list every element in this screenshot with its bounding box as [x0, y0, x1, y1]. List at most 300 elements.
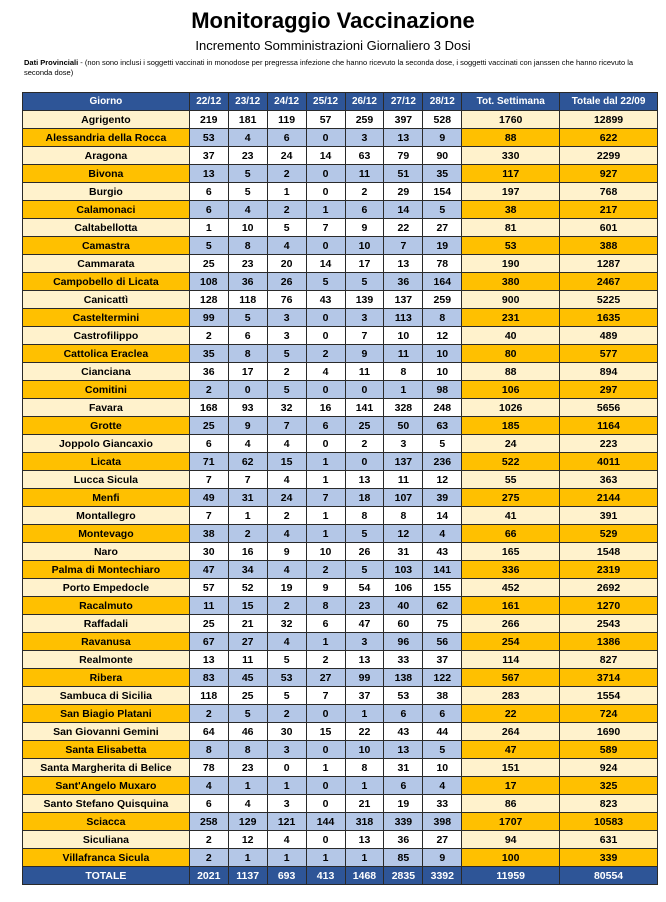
- comune-name-cell: Licata: [23, 453, 190, 471]
- daily-value-cell: 5: [423, 201, 462, 219]
- weekly-total-cell: 40: [462, 327, 560, 345]
- daily-value-cell: 0: [228, 381, 267, 399]
- daily-value-cell: 1: [267, 849, 306, 867]
- comune-name-cell: Santo Stefano Quisquina: [23, 795, 190, 813]
- daily-value-cell: 38: [189, 525, 228, 543]
- daily-value-cell: 5: [267, 687, 306, 705]
- daily-value-cell: 1: [345, 777, 384, 795]
- daily-value-cell: 4: [267, 525, 306, 543]
- comune-name-cell: Montevago: [23, 525, 190, 543]
- daily-value-cell: 11: [345, 165, 384, 183]
- daily-value-cell: 6: [228, 327, 267, 345]
- daily-value-cell: 6: [267, 129, 306, 147]
- daily-value-cell: 318: [345, 813, 384, 831]
- daily-value-cell: 5: [423, 741, 462, 759]
- daily-value-cell: 39: [423, 489, 462, 507]
- daily-value-cell: 5: [267, 381, 306, 399]
- daily-value-cell: 7: [345, 327, 384, 345]
- comune-name-cell: Caltabellotta: [23, 219, 190, 237]
- daily-value-cell: 43: [384, 723, 423, 741]
- daily-value-cell: 24: [267, 489, 306, 507]
- comune-name-cell: San Biagio Platani: [23, 705, 190, 723]
- daily-value-cell: 5: [345, 273, 384, 291]
- weekly-total-cell: 522: [462, 453, 560, 471]
- overall-total-cell: 1270: [560, 597, 658, 615]
- total-value-cell: 693: [267, 867, 306, 885]
- daily-value-cell: 60: [384, 615, 423, 633]
- daily-value-cell: 15: [228, 597, 267, 615]
- table-row: [23, 291, 658, 309]
- daily-value-cell: 128: [189, 291, 228, 309]
- daily-value-cell: 4: [423, 525, 462, 543]
- weekly-total-cell: 1026: [462, 399, 560, 417]
- daily-value-cell: 1: [228, 849, 267, 867]
- weekly-total-cell: 567: [462, 669, 560, 687]
- daily-value-cell: 13: [189, 165, 228, 183]
- data-note-label: Dati Provinciali: [24, 58, 79, 67]
- daily-value-cell: 17: [345, 255, 384, 273]
- comune-name-cell: Calamonaci: [23, 201, 190, 219]
- daily-value-cell: 154: [423, 183, 462, 201]
- table-row: [23, 237, 658, 255]
- table-row: [23, 543, 658, 561]
- comune-name-cell: Santa Margherita di Belice: [23, 759, 190, 777]
- comune-name-cell: Joppolo Giancaxio: [23, 435, 190, 453]
- daily-value-cell: 10: [423, 759, 462, 777]
- daily-value-cell: 1: [189, 219, 228, 237]
- column-header: 24/12: [267, 93, 306, 111]
- daily-value-cell: 30: [189, 543, 228, 561]
- daily-value-cell: 98: [423, 381, 462, 399]
- daily-value-cell: 93: [228, 399, 267, 417]
- daily-value-cell: 0: [306, 795, 345, 813]
- daily-value-cell: 2: [267, 597, 306, 615]
- daily-value-cell: 1: [306, 507, 345, 525]
- daily-value-cell: 1: [267, 183, 306, 201]
- column-header: 27/12: [384, 93, 423, 111]
- daily-value-cell: 14: [306, 147, 345, 165]
- daily-value-cell: 2: [189, 327, 228, 345]
- daily-value-cell: 19: [423, 237, 462, 255]
- total-value-cell: 11959: [462, 867, 560, 885]
- table-row: [23, 201, 658, 219]
- data-note-text: - (non sono inclusi i soggetti vaccinati in monodose per pregressa infezione che hanno ricevuto la seconda dose, i soggetti vaccinati con janssen che hanno ricevuto la seconda dose): [24, 58, 634, 77]
- daily-value-cell: 71: [189, 453, 228, 471]
- table-body: [23, 111, 658, 885]
- daily-value-cell: 15: [267, 453, 306, 471]
- daily-value-cell: 78: [189, 759, 228, 777]
- daily-value-cell: 144: [306, 813, 345, 831]
- overall-total-cell: 1635: [560, 309, 658, 327]
- weekly-total-cell: 330: [462, 147, 560, 165]
- daily-value-cell: 79: [384, 147, 423, 165]
- daily-value-cell: 62: [228, 453, 267, 471]
- daily-value-cell: 0: [306, 831, 345, 849]
- daily-value-cell: 7: [189, 471, 228, 489]
- comune-name-cell: Agrigento: [23, 111, 190, 129]
- comune-name-cell: Montallegro: [23, 507, 190, 525]
- daily-value-cell: 76: [267, 291, 306, 309]
- table-row: [23, 183, 658, 201]
- daily-value-cell: 10: [228, 219, 267, 237]
- table-row: [23, 399, 658, 417]
- daily-value-cell: 13: [189, 651, 228, 669]
- daily-value-cell: 9: [423, 849, 462, 867]
- daily-value-cell: 3: [267, 741, 306, 759]
- daily-value-cell: 6: [384, 777, 423, 795]
- daily-value-cell: 2: [189, 831, 228, 849]
- daily-value-cell: 63: [423, 417, 462, 435]
- daily-value-cell: 6: [189, 183, 228, 201]
- daily-value-cell: 8: [423, 309, 462, 327]
- daily-value-cell: 10: [306, 543, 345, 561]
- daily-value-cell: 31: [384, 759, 423, 777]
- daily-value-cell: 155: [423, 579, 462, 597]
- total-value-cell: 413: [306, 867, 345, 885]
- daily-value-cell: 23: [345, 597, 384, 615]
- daily-value-cell: 12: [228, 831, 267, 849]
- daily-value-cell: 27: [306, 669, 345, 687]
- column-header: 25/12: [306, 93, 345, 111]
- daily-value-cell: 12: [423, 327, 462, 345]
- daily-value-cell: 25: [189, 417, 228, 435]
- total-value-cell: 80554: [560, 867, 658, 885]
- daily-value-cell: 259: [423, 291, 462, 309]
- page-subtitle: Incremento Somministrazioni Giornaliero 3 Dosi: [195, 38, 471, 53]
- daily-value-cell: 113: [384, 309, 423, 327]
- table-row: [23, 849, 658, 867]
- table-row: [23, 633, 658, 651]
- total-value-cell: 1468: [345, 867, 384, 885]
- daily-value-cell: 12: [423, 471, 462, 489]
- daily-value-cell: 2: [267, 705, 306, 723]
- table-row: [23, 417, 658, 435]
- daily-value-cell: 1: [345, 849, 384, 867]
- daily-value-cell: 3: [267, 327, 306, 345]
- daily-value-cell: 36: [189, 363, 228, 381]
- daily-value-cell: 1: [306, 525, 345, 543]
- comune-name-cell: Racalmuto: [23, 597, 190, 615]
- daily-value-cell: 236: [423, 453, 462, 471]
- daily-value-cell: 2: [345, 183, 384, 201]
- table-row: [23, 471, 658, 489]
- daily-value-cell: 9: [345, 345, 384, 363]
- weekly-total-cell: 165: [462, 543, 560, 561]
- table-row: [23, 651, 658, 669]
- daily-value-cell: 25: [228, 687, 267, 705]
- daily-value-cell: 259: [345, 111, 384, 129]
- daily-value-cell: 4: [267, 237, 306, 255]
- weekly-total-cell: 38: [462, 201, 560, 219]
- comune-name-cell: Santa Elisabetta: [23, 741, 190, 759]
- daily-value-cell: 50: [384, 417, 423, 435]
- daily-value-cell: 27: [423, 831, 462, 849]
- daily-value-cell: 13: [345, 831, 384, 849]
- weekly-total-cell: 275: [462, 489, 560, 507]
- table-row: [23, 831, 658, 849]
- overall-total-cell: 1164: [560, 417, 658, 435]
- overall-total-cell: 1548: [560, 543, 658, 561]
- weekly-total-cell: 55: [462, 471, 560, 489]
- overall-total-cell: 10583: [560, 813, 658, 831]
- daily-value-cell: 3: [267, 309, 306, 327]
- column-header: 23/12: [228, 93, 267, 111]
- daily-value-cell: 25: [189, 255, 228, 273]
- daily-value-cell: 137: [384, 453, 423, 471]
- daily-value-cell: 0: [345, 381, 384, 399]
- daily-value-cell: 4: [189, 777, 228, 795]
- total-row: [23, 867, 658, 885]
- daily-value-cell: 528: [423, 111, 462, 129]
- comune-name-cell: Cammarata: [23, 255, 190, 273]
- daily-value-cell: 46: [228, 723, 267, 741]
- comune-name-cell: Grotte: [23, 417, 190, 435]
- daily-value-cell: 36: [228, 273, 267, 291]
- daily-value-cell: 5: [228, 165, 267, 183]
- overall-total-cell: 2144: [560, 489, 658, 507]
- weekly-total-cell: 151: [462, 759, 560, 777]
- table-row: [23, 507, 658, 525]
- daily-value-cell: 19: [267, 579, 306, 597]
- daily-value-cell: 7: [306, 687, 345, 705]
- total-value-cell: 3392: [423, 867, 462, 885]
- daily-value-cell: 53: [384, 687, 423, 705]
- weekly-total-cell: 66: [462, 525, 560, 543]
- daily-value-cell: 6: [189, 795, 228, 813]
- daily-value-cell: 4: [267, 633, 306, 651]
- daily-value-cell: 181: [228, 111, 267, 129]
- daily-value-cell: 0: [306, 741, 345, 759]
- daily-value-cell: 53: [267, 669, 306, 687]
- daily-value-cell: 1: [306, 849, 345, 867]
- daily-value-cell: 10: [423, 345, 462, 363]
- weekly-total-cell: 117: [462, 165, 560, 183]
- daily-value-cell: 8: [228, 741, 267, 759]
- daily-value-cell: 248: [423, 399, 462, 417]
- daily-value-cell: 118: [228, 291, 267, 309]
- daily-value-cell: 43: [306, 291, 345, 309]
- daily-value-cell: 15: [306, 723, 345, 741]
- daily-value-cell: 47: [345, 615, 384, 633]
- daily-value-cell: 2: [306, 651, 345, 669]
- comune-name-cell: Bivona: [23, 165, 190, 183]
- table-row: [23, 219, 658, 237]
- comune-name-cell: Ribera: [23, 669, 190, 687]
- daily-value-cell: 27: [228, 633, 267, 651]
- table-row: [23, 453, 658, 471]
- overall-total-cell: 2467: [560, 273, 658, 291]
- comune-name-cell: Siculiana: [23, 831, 190, 849]
- daily-value-cell: 5: [228, 183, 267, 201]
- weekly-total-cell: 264: [462, 723, 560, 741]
- daily-value-cell: 29: [384, 183, 423, 201]
- daily-value-cell: 2: [306, 561, 345, 579]
- daily-value-cell: 96: [384, 633, 423, 651]
- table-row: [23, 345, 658, 363]
- data-note: [24, 58, 652, 78]
- overall-total-cell: 2543: [560, 615, 658, 633]
- daily-value-cell: 33: [423, 795, 462, 813]
- weekly-total-cell: 106: [462, 381, 560, 399]
- comune-name-cell: Burgio: [23, 183, 190, 201]
- column-header: 26/12: [345, 93, 384, 111]
- daily-value-cell: 10: [423, 363, 462, 381]
- daily-value-cell: 1: [228, 507, 267, 525]
- comune-name-cell: Sambuca di Sicilia: [23, 687, 190, 705]
- daily-value-cell: 138: [384, 669, 423, 687]
- column-header: 22/12: [189, 93, 228, 111]
- daily-value-cell: 398: [423, 813, 462, 831]
- daily-value-cell: 52: [228, 579, 267, 597]
- overall-total-cell: 12899: [560, 111, 658, 129]
- daily-value-cell: 22: [345, 723, 384, 741]
- daily-value-cell: 32: [267, 615, 306, 633]
- daily-value-cell: 7: [189, 507, 228, 525]
- daily-value-cell: 4: [228, 795, 267, 813]
- daily-value-cell: 4: [228, 435, 267, 453]
- table-row: [23, 759, 658, 777]
- total-label-cell: TOTALE: [23, 867, 190, 885]
- daily-value-cell: 20: [267, 255, 306, 273]
- comune-name-cell: Sant'Angelo Muxaro: [23, 777, 190, 795]
- weekly-total-cell: 266: [462, 615, 560, 633]
- table-row: [23, 777, 658, 795]
- weekly-total-cell: 88: [462, 129, 560, 147]
- table-row: [23, 741, 658, 759]
- daily-value-cell: 4: [267, 561, 306, 579]
- table-row: [23, 147, 658, 165]
- overall-total-cell: 391: [560, 507, 658, 525]
- daily-value-cell: 99: [345, 669, 384, 687]
- weekly-total-cell: 86: [462, 795, 560, 813]
- daily-value-cell: 27: [423, 219, 462, 237]
- daily-value-cell: 62: [423, 597, 462, 615]
- daily-value-cell: 5: [423, 435, 462, 453]
- daily-value-cell: 85: [384, 849, 423, 867]
- table-row: [23, 435, 658, 453]
- daily-value-cell: 43: [423, 543, 462, 561]
- overall-total-cell: 894: [560, 363, 658, 381]
- daily-value-cell: 1: [306, 201, 345, 219]
- daily-value-cell: 141: [423, 561, 462, 579]
- table-row: [23, 561, 658, 579]
- daily-value-cell: 5: [189, 237, 228, 255]
- daily-value-cell: 13: [384, 129, 423, 147]
- table-row: [23, 255, 658, 273]
- daily-value-cell: 3: [345, 309, 384, 327]
- table-row: [23, 111, 658, 129]
- daily-value-cell: 23: [228, 759, 267, 777]
- daily-value-cell: 36: [384, 273, 423, 291]
- daily-value-cell: 7: [384, 237, 423, 255]
- weekly-total-cell: 24: [462, 435, 560, 453]
- daily-value-cell: 1: [228, 777, 267, 795]
- daily-value-cell: 56: [423, 633, 462, 651]
- daily-value-cell: 2: [306, 345, 345, 363]
- daily-value-cell: 35: [189, 345, 228, 363]
- daily-value-cell: 0: [306, 237, 345, 255]
- daily-value-cell: 11: [384, 471, 423, 489]
- daily-value-cell: 99: [189, 309, 228, 327]
- overall-total-cell: 297: [560, 381, 658, 399]
- daily-value-cell: 108: [189, 273, 228, 291]
- comune-name-cell: Naro: [23, 543, 190, 561]
- daily-value-cell: 328: [384, 399, 423, 417]
- overall-total-cell: 2299: [560, 147, 658, 165]
- comune-name-cell: Canicattì: [23, 291, 190, 309]
- comune-name-cell: Camastra: [23, 237, 190, 255]
- daily-value-cell: 33: [384, 651, 423, 669]
- table-row: [23, 669, 658, 687]
- daily-value-cell: 3: [345, 633, 384, 651]
- daily-value-cell: 5: [306, 273, 345, 291]
- daily-value-cell: 10: [384, 327, 423, 345]
- weekly-total-cell: 80: [462, 345, 560, 363]
- weekly-total-cell: 900: [462, 291, 560, 309]
- daily-value-cell: 34: [228, 561, 267, 579]
- daily-value-cell: 8: [384, 363, 423, 381]
- daily-value-cell: 67: [189, 633, 228, 651]
- daily-value-cell: 5: [267, 345, 306, 363]
- daily-value-cell: 3: [267, 795, 306, 813]
- daily-value-cell: 44: [423, 723, 462, 741]
- daily-value-cell: 4: [306, 363, 345, 381]
- comune-name-cell: Ravanusa: [23, 633, 190, 651]
- daily-value-cell: 30: [267, 723, 306, 741]
- daily-value-cell: 49: [189, 489, 228, 507]
- daily-value-cell: 5: [267, 219, 306, 237]
- comune-name-cell: Comitini: [23, 381, 190, 399]
- daily-value-cell: 0: [306, 309, 345, 327]
- daily-value-cell: 90: [423, 147, 462, 165]
- overall-total-cell: 3714: [560, 669, 658, 687]
- total-value-cell: 2835: [384, 867, 423, 885]
- daily-value-cell: 7: [306, 219, 345, 237]
- daily-value-cell: 4: [228, 129, 267, 147]
- weekly-total-cell: 161: [462, 597, 560, 615]
- weekly-total-cell: 336: [462, 561, 560, 579]
- overall-total-cell: 2319: [560, 561, 658, 579]
- daily-value-cell: 106: [384, 579, 423, 597]
- daily-value-cell: 5: [228, 705, 267, 723]
- daily-value-cell: 219: [189, 111, 228, 129]
- daily-value-cell: 6: [306, 615, 345, 633]
- daily-value-cell: 6: [384, 705, 423, 723]
- daily-value-cell: 4: [228, 201, 267, 219]
- daily-value-cell: 4: [267, 435, 306, 453]
- total-value-cell: 2021: [189, 867, 228, 885]
- weekly-total-cell: 185: [462, 417, 560, 435]
- daily-value-cell: 137: [384, 291, 423, 309]
- comune-name-cell: Sciacca: [23, 813, 190, 831]
- daily-value-cell: 107: [384, 489, 423, 507]
- daily-value-cell: 2: [267, 507, 306, 525]
- weekly-total-cell: 94: [462, 831, 560, 849]
- table-row: [23, 795, 658, 813]
- overall-total-cell: 622: [560, 129, 658, 147]
- daily-value-cell: 32: [267, 399, 306, 417]
- daily-value-cell: 35: [423, 165, 462, 183]
- table-row: [23, 273, 658, 291]
- daily-value-cell: 26: [345, 543, 384, 561]
- comune-name-cell: Raffadali: [23, 615, 190, 633]
- comune-name-cell: Realmonte: [23, 651, 190, 669]
- daily-value-cell: 75: [423, 615, 462, 633]
- table-row: [23, 687, 658, 705]
- daily-value-cell: 103: [384, 561, 423, 579]
- daily-value-cell: 25: [345, 417, 384, 435]
- daily-value-cell: 36: [384, 831, 423, 849]
